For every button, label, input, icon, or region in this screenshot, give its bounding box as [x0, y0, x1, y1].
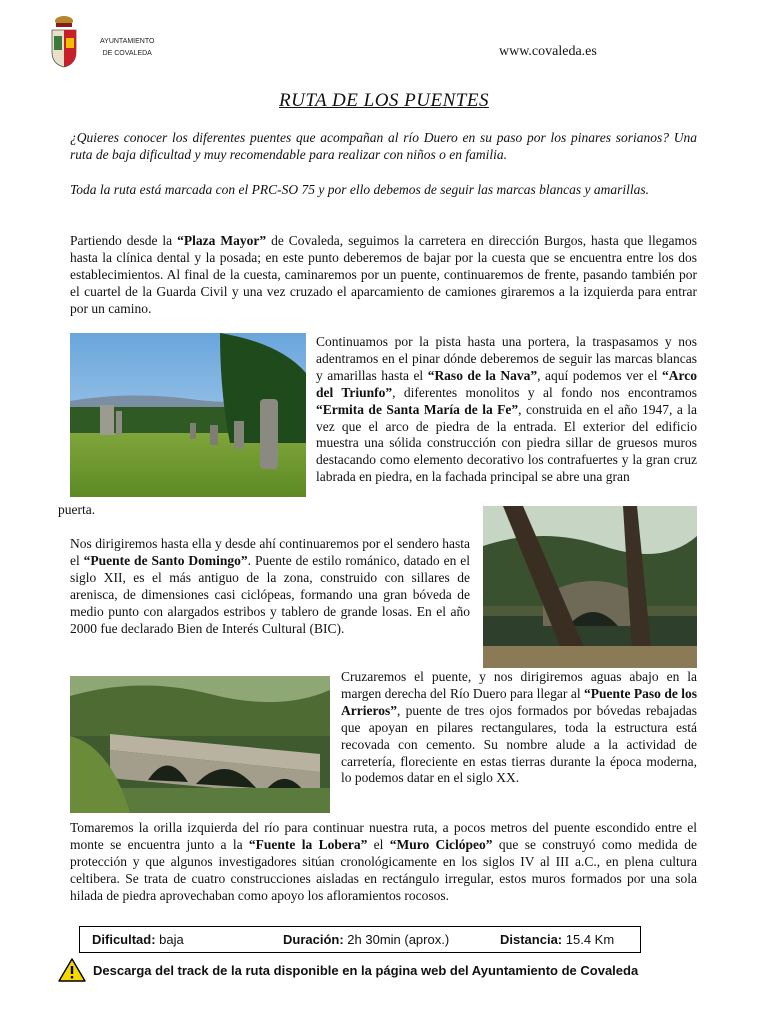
puente-paso-de-los-arrieros-photo: [70, 676, 330, 813]
route-info-box: [79, 926, 641, 953]
intro-paragraph-2: Toda la ruta está marcada con el PRC-SO 75 y por ello debemos de seguir las marcas blancas y amarillas.: [70, 182, 649, 197]
paragraph-plaza-mayor: Partiendo desde la “Plaza Mayor” de Covaleda, seguimos la carretera en dirección Burgos, hasta que llegamos hasta la clínica dental y la posada; en este punto deberemos de bajar por la cuesta que se encuentra entre los dos establecimientos. Al final de la cuesta, caminaremos por un puente, continuaremos de frente, pasando también por el cuartel de la Guarda Civil y una vez cruzado el aparcamiento de camiones giraremos a la izquierda para entrar por un camino.: [70, 233, 697, 316]
intro-paragraph-1: ¿Quieres conocer los diferentes puentes que acompañan al río Duero en su paso por los pinares sorianos? Una ruta de baja dificultad y muy recomendable para realizar con niños o en familia.: [70, 130, 697, 162]
distance-info: Distancia: 15.4 Km: [500, 932, 615, 947]
paragraph-puente-arrieros: Cruzaremos el puente, y nos dirigiremos aguas abajo en la margen derecha del Río Duero para llegar al “Puente Paso de los Arrieros”, puente de tres ojos formados por bóvedas rebajadas que apoyan en pilares rectangulares, toda la estructura está recovada con cemento. Su nombre alude a la actividad de carretería, floreciente en estas tierras durante la época moderna, lo podemos datar en el siglo XX.: [341, 669, 698, 786]
puente-santo-domingo-photo: [483, 506, 697, 668]
paragraph-fuente-la-lobera: Tomaremos la orilla izquierda del río para continuar nuestra ruta, a pocos metros del puente escondido entre el monte se encuentra junto a la “Fuente la Lobera” el “Muro Ciclópeo” que se construyó como medida de protección y que algunos investigadores sitúan cronológicamente en los siglos IV al III a.C., en plena cultura celtibera. Se trata de cuatro construcciones aisladas en rectángulo irregular, estos muros formados por una sola hilada de piedra aprovechaban como apoyo los afloramientos rocosos.: [70, 820, 697, 903]
org-line-2: DE COVALEDA: [102, 50, 152, 57]
paragraph-raso-de-la-nava-end: puerta.: [58, 502, 96, 517]
raso-de-la-nava-photo: [70, 333, 306, 497]
org-line-1: AYUNTAMIENTO: [100, 38, 155, 45]
download-track-note[interactable]: Descarga del track de la ruta disponible en la página web del Ayuntamiento de Covaleda: [93, 963, 639, 978]
organization-name: [100, 36, 154, 60]
website-link[interactable]: www.covaleda.es: [499, 44, 597, 59]
paragraph-puente-santo-domingo: Nos dirigiremos hasta ella y desde ahí continuaremos por el sendero hasta el “Puente de Santo Domingo”. Puente de estilo románico, datado en el siglo XII, es el más antiguo de la zona, construido con sillares de arenisca, de dimensiones casi ciclópeas, formando una gran bóveda de medio punto con alargados estribos y tablero de grande losas. En el año 2000 fue declarado Bien de Interés Cultural (BIC).: [70, 536, 470, 636]
paragraph-raso-de-la-nava: Continuamos por la pista hasta una portera, la traspasamos y nos adentramos en el pinar dónde deberemos de seguir las marcas blancas y amarillas hasta el “Raso de la Nava”, aquí podemos ver el “Arco del Triunfo”, diferentes monolitos y al fondo nos encontramos “Ermita de Santa María de la Fe”, construida en el año 1947, a la vez que el arco de piedra de la entrada. El exterior del edificio muestra una sólida construcción con piedra sillar de gruesos muros destacando como elemento decorativo los contrafuertes y la gran cruz labrada en piedra, en la fachada principal se abre una gran: [316, 334, 698, 485]
warning-icon: [58, 958, 86, 982]
page-title: RUTA DE LOS PUENTES: [279, 90, 489, 111]
difficulty-info: Dificultad: baja: [92, 932, 184, 947]
duration-info: Duración: 2h 30min (aprox.): [283, 932, 450, 947]
coat-of-arms-logo: [48, 14, 80, 68]
